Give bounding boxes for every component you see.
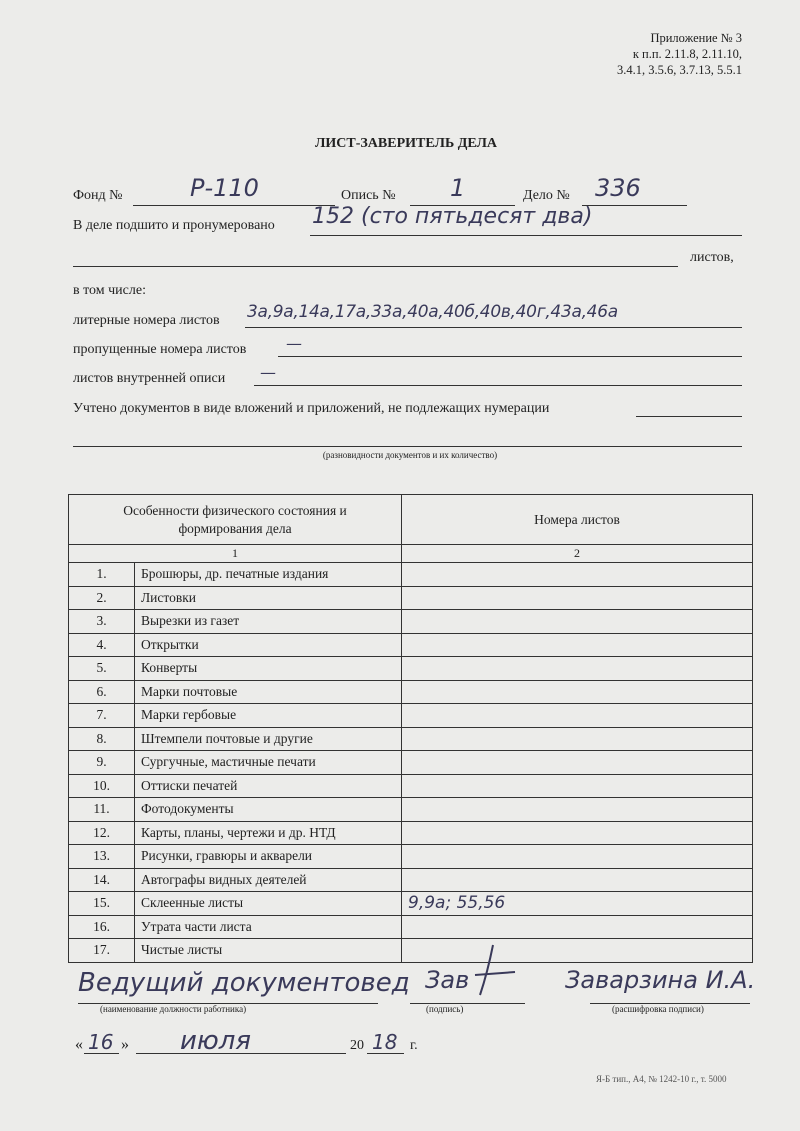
row-name: Оттиски печатей — [135, 774, 402, 798]
attachments-label: Учтено документов в виде вложений и приложений, не подлежащих нумерации — [73, 401, 550, 416]
row-value — [402, 845, 753, 869]
table-row — [69, 610, 753, 634]
row-number: 17. — [69, 939, 135, 963]
row-name: Сургучные, мастичные печати — [135, 751, 402, 775]
row-value — [402, 704, 753, 728]
attachments-hint: (разновидности документов и их количество) — [322, 450, 498, 460]
position-value: Ведущий документовед — [78, 968, 410, 998]
row-name: Штемпели почтовые и другие — [135, 727, 402, 751]
appendix-note — [617, 30, 742, 78]
table-row — [69, 821, 753, 845]
row-name: Склеенные листы — [135, 892, 402, 916]
row-name: Марки гербовые — [135, 704, 402, 728]
name-value: Заварзина И.А. — [565, 966, 756, 994]
table-row — [69, 704, 753, 728]
print-footer: Я-Б тип., А4, № 1242-10 г., т. 5000 — [596, 1074, 727, 1084]
physical-state-table — [68, 494, 753, 963]
row-number: 12. — [69, 821, 135, 845]
opis-value: 1 — [450, 174, 466, 202]
col2-header: Номера листов — [402, 495, 753, 545]
col1-index: 1 — [69, 545, 402, 563]
col2-index: 2 — [402, 545, 753, 563]
row-name: Листовки — [135, 586, 402, 610]
row-name: Рисунки, гравюры и акварели — [135, 845, 402, 869]
table-row — [69, 751, 753, 775]
literal-label: литерные номера листов — [73, 313, 220, 328]
date-open-quote: « — [75, 1036, 83, 1053]
row-name: Фотодокументы — [135, 798, 402, 822]
table-row — [69, 774, 753, 798]
table-row — [69, 892, 753, 916]
row-value-handwritten: 9,9а; 55,56 — [402, 892, 753, 916]
row-value — [402, 798, 753, 822]
date-month: июля — [180, 1026, 252, 1056]
row-name: Вырезки из газет — [135, 610, 402, 634]
row-number: 14. — [69, 868, 135, 892]
name-hint: (расшифровка подписи) — [612, 1004, 704, 1014]
row-value — [402, 868, 753, 892]
signature-hint: (подпись) — [426, 1004, 464, 1014]
delo-label: Дело № — [523, 188, 570, 203]
row-number: 3. — [69, 610, 135, 634]
sheets-label: листов, — [690, 250, 734, 265]
row-number: 15. — [69, 892, 135, 916]
row-number: 4. — [69, 633, 135, 657]
row-value — [402, 610, 753, 634]
missing-label: пропущенные номера листов — [73, 342, 247, 357]
row-value — [402, 633, 753, 657]
delo-value: 336 — [595, 174, 641, 202]
row-value — [402, 657, 753, 681]
table-row — [69, 798, 753, 822]
row-number: 16. — [69, 915, 135, 939]
row-name: Карты, планы, чертежи и др. НТД — [135, 821, 402, 845]
signature-stroke-icon — [455, 940, 525, 1000]
document-title: ЛИСТ-ЗАВЕРИТЕЛЬ ДЕЛА — [314, 136, 498, 151]
row-value — [402, 821, 753, 845]
opis-label: Опись № — [341, 188, 396, 203]
row-name: Чистые листы — [135, 939, 402, 963]
sewn-value: 152 (сто пятьдесят два) — [312, 204, 593, 229]
row-name: Брошюры, др. печатные издания — [135, 563, 402, 587]
date-day: 16 — [88, 1030, 114, 1054]
row-number: 9. — [69, 751, 135, 775]
signature-value: Зав — [425, 966, 470, 994]
row-number: 6. — [69, 680, 135, 704]
table-row — [69, 680, 753, 704]
appendix-line-3: 3.4.1, 3.5.6, 3.7.13, 5.5.1 — [617, 63, 742, 77]
table-row — [69, 915, 753, 939]
table-row — [69, 845, 753, 869]
fond-value: Р-110 — [190, 174, 259, 202]
row-value — [402, 774, 753, 798]
row-value — [402, 751, 753, 775]
appendix-line-2: к п.п. 2.11.8, 2.11.10, — [632, 47, 742, 61]
row-number: 10. — [69, 774, 135, 798]
inner-label: листов внутренней описи — [73, 371, 226, 386]
table-row — [69, 939, 753, 963]
row-value — [402, 727, 753, 751]
row-value — [402, 586, 753, 610]
row-value — [402, 680, 753, 704]
table-row — [69, 657, 753, 681]
date-year-end: г. — [410, 1038, 418, 1053]
table-row — [69, 586, 753, 610]
fond-label: Фонд № — [73, 188, 123, 203]
table-row — [69, 727, 753, 751]
literal-value: 3а,9а,14а,17а,33а,40а,40б,40в,40г,43а,46а — [247, 302, 618, 322]
table-row — [69, 868, 753, 892]
row-number: 13. — [69, 845, 135, 869]
col1-header: Особенности физического состояния и формирования дела — [69, 495, 402, 545]
table-row — [69, 563, 753, 587]
inner-value: — — [260, 363, 276, 382]
row-name: Конверты — [135, 657, 402, 681]
row-number: 1. — [69, 563, 135, 587]
date-close-quote: » — [121, 1036, 129, 1053]
date-year-prefix: 20 — [350, 1038, 364, 1053]
row-value — [402, 915, 753, 939]
row-number: 11. — [69, 798, 135, 822]
missing-value: — — [286, 334, 302, 353]
row-name: Автографы видных деятелей — [135, 868, 402, 892]
row-number: 8. — [69, 727, 135, 751]
row-name: Марки почтовые — [135, 680, 402, 704]
position-hint: (наименование должности работника) — [100, 1004, 247, 1014]
including-label: в том числе: — [73, 283, 146, 298]
row-number: 7. — [69, 704, 135, 728]
row-name: Утрата части листа — [135, 915, 402, 939]
row-number: 5. — [69, 657, 135, 681]
sewn-label: В деле подшито и пронумеровано — [73, 218, 275, 233]
date-year-suffix: 18 — [372, 1030, 398, 1054]
row-name: Открытки — [135, 633, 402, 657]
appendix-line-1: Приложение № 3 — [650, 31, 742, 45]
table-row — [69, 633, 753, 657]
row-number: 2. — [69, 586, 135, 610]
row-value — [402, 563, 753, 587]
